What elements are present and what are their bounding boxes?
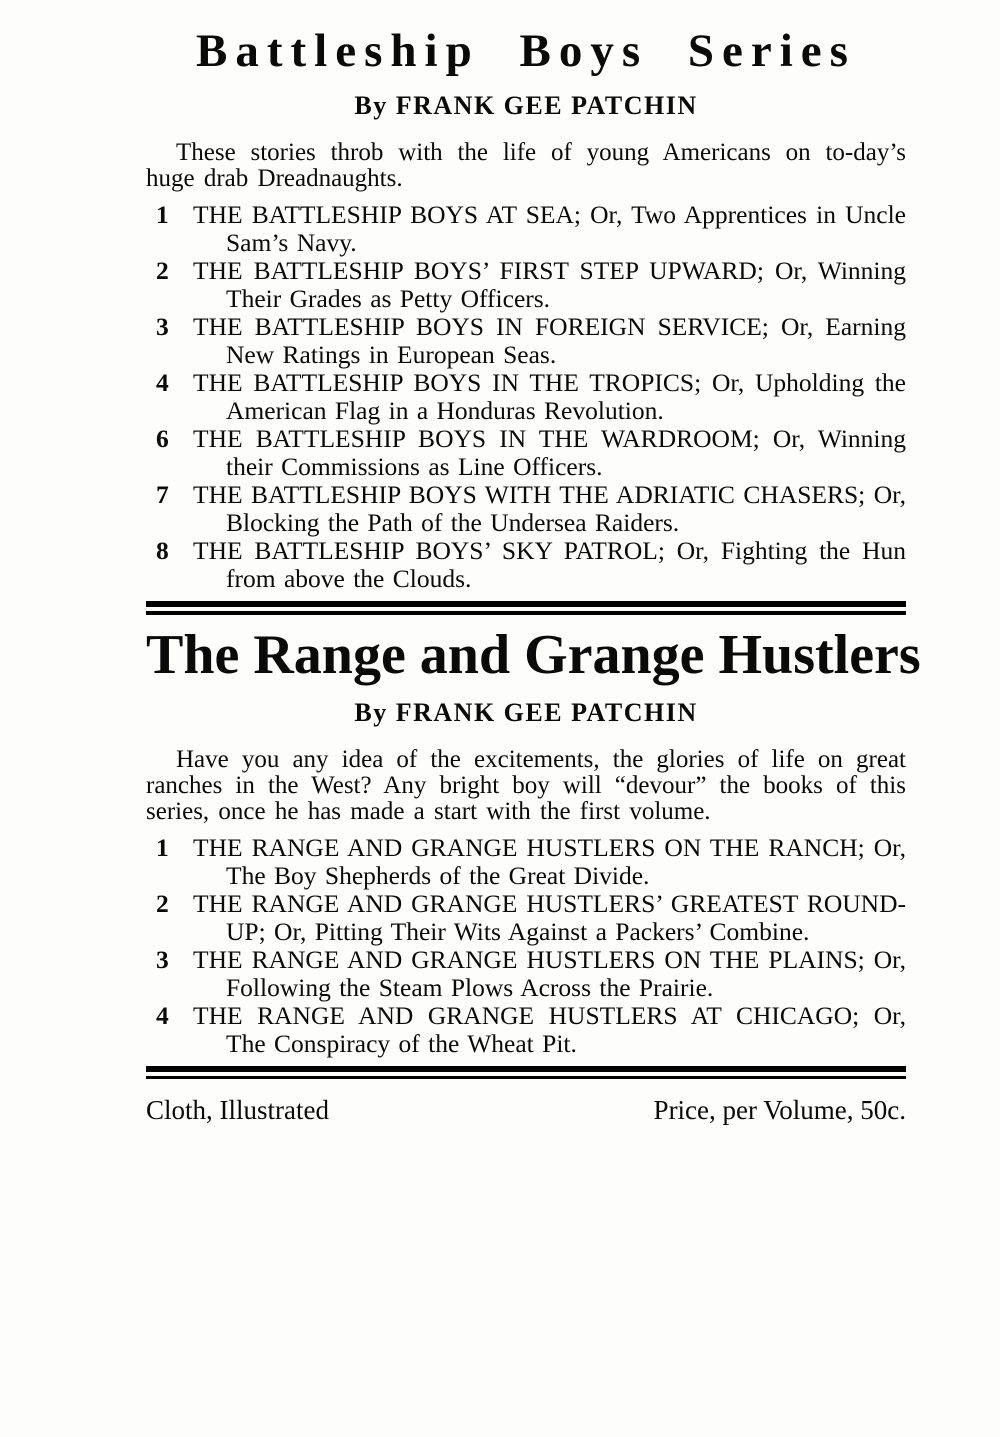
- book-number: 8: [156, 535, 169, 565]
- book-item: [146, 946, 906, 1002]
- series-byline: By FRANK GEE PATCHIN: [354, 698, 698, 728]
- book-item: [146, 425, 906, 481]
- series-intro: Have you any idea of the excitements, the glories of life on great ranches in the West? Any bright boy will “devour” the books of this series, once he has made a start with the first volume.: [146, 746, 906, 826]
- book-number: 2: [156, 255, 169, 285]
- series-title-battleship: Battleship Boys Series: [196, 25, 856, 77]
- book-number: 7: [156, 479, 169, 509]
- series-section-battleship: [146, 26, 906, 593]
- book-item: [146, 834, 906, 890]
- book-number: 4: [156, 1001, 169, 1031]
- book-item: [146, 537, 906, 593]
- book-list-battleship: [146, 201, 906, 593]
- book-text: THE RANGE AND GRANGE HUSTLERS’ GREATEST ROUND-UP; Or, Pitting Their Wits Against a Packers’ Combine.: [193, 889, 906, 947]
- book-text: THE BATTLESHIP BOYS IN FOREIGN SERVICE; Or, Earning New Ratings in European Seas.: [193, 311, 906, 369]
- footer: [146, 1095, 906, 1126]
- book-text: THE BATTLESHIP BOYS WITH THE ADRIATIC CHASERS; Or, Blocking the Path of the Undersea Raiders.: [193, 479, 906, 537]
- book-text: THE BATTLESHIP BOYS’ SKY PATROL; Or, Fighting the Hun from above the Clouds.: [193, 535, 906, 593]
- book-item: [146, 481, 906, 537]
- book-item: [146, 1002, 906, 1058]
- book-number: 4: [156, 367, 169, 397]
- book-item: [146, 369, 906, 425]
- divider-double-rule: [146, 1066, 906, 1079]
- book-number: 6: [156, 423, 169, 453]
- book-advert-page: [146, 25, 921, 1126]
- book-number: 3: [156, 311, 169, 341]
- book-text: THE RANGE AND GRANGE HUSTLERS ON THE RANCH; Or, The Boy Shepherds of the Great Divide.: [193, 833, 906, 891]
- book-number: 1: [156, 833, 169, 863]
- book-text: THE RANGE AND GRANGE HUSTLERS AT CHICAGO; Or, The Conspiracy of the Wheat Pit.: [193, 1001, 906, 1059]
- price-info: Price, per Volume, 50c.: [653, 1095, 906, 1126]
- book-item: [146, 890, 906, 946]
- series-title-range: The Range and Grange Hustlers: [146, 623, 921, 686]
- divider-double-rule: [146, 601, 906, 615]
- book-number: 2: [156, 889, 169, 919]
- book-text: THE BATTLESHIP BOYS IN THE TROPICS; Or, Upholding the American Flag in a Honduras Revolution.: [193, 367, 906, 425]
- book-item: [146, 313, 906, 369]
- book-number: 3: [156, 945, 169, 975]
- book-text: THE BATTLESHIP BOYS’ FIRST STEP UPWARD; Or, Winning Their Grades as Petty Officers.: [193, 255, 906, 313]
- book-text: THE BATTLESHIP BOYS IN THE WARDROOM; Or, Winning their Commissions as Line Officers.: [193, 423, 906, 481]
- series-byline: By FRANK GEE PATCHIN: [354, 90, 698, 120]
- book-text: THE BATTLESHIP BOYS AT SEA; Or, Two Apprentices in Uncle Sam’s Navy.: [193, 199, 906, 257]
- series-section-range: [146, 623, 921, 1059]
- book-number: 1: [156, 199, 169, 229]
- book-text: THE RANGE AND GRANGE HUSTLERS ON THE PLAINS; Or, Following the Steam Plows Across the Prairie.: [193, 945, 906, 1003]
- series-intro: These stories throb with the life of young Americans on to-day’s huge drab Dreadnaughts.: [146, 138, 906, 192]
- book-list-range: [146, 834, 906, 1058]
- binding-info: Cloth, Illustrated: [146, 1095, 329, 1126]
- book-item: [146, 201, 906, 257]
- book-item: [146, 257, 906, 313]
